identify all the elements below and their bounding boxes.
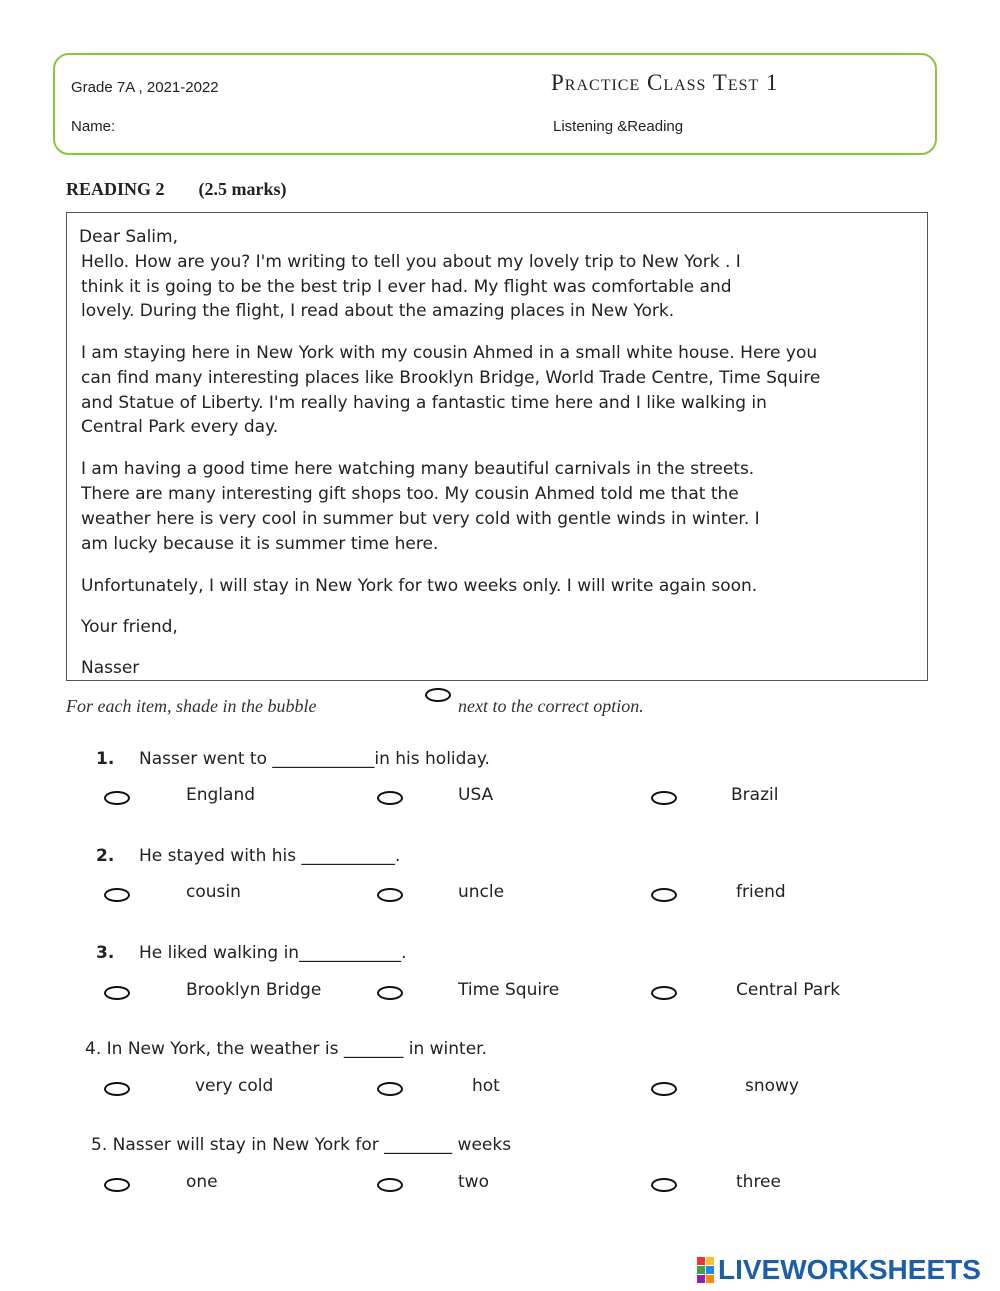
option-label: Brooklyn Bridge (186, 980, 322, 1000)
letter-line: and Statue of Liberty. I'm really having a fantastic time here and I like walking in (81, 393, 767, 413)
liveworksheets-logo-text: LIVEWORKSHEETS (718, 1254, 981, 1285)
example-bubble-icon (425, 688, 451, 702)
answer-bubble[interactable] (104, 986, 130, 1000)
test-subtitle: Listening &Reading (553, 118, 684, 135)
answer-bubble[interactable] (651, 1178, 677, 1192)
grade-label: Grade 7A , 2021-2022 (71, 79, 219, 96)
option-label: Central Park (736, 980, 841, 1000)
answer-bubble[interactable] (651, 888, 677, 902)
section-title (66, 179, 287, 200)
answer-bubble[interactable] (104, 791, 130, 805)
letter-line: am lucky because it is summer time here. (81, 534, 439, 554)
question-2 (96, 846, 400, 866)
question-number: 2. (96, 846, 115, 866)
answer-bubble[interactable] (651, 791, 677, 805)
answer-bubble[interactable] (377, 986, 403, 1000)
letter-line: There are many interesting gift shops too. My cousin Ahmed told me that the (81, 484, 739, 504)
letter-signature: Nasser (81, 658, 140, 678)
answer-bubble[interactable] (104, 1178, 130, 1192)
answer-bubble[interactable] (377, 1178, 403, 1192)
option-label: USA (458, 785, 494, 805)
letter-closing: Your friend, (81, 617, 178, 637)
header-box (53, 53, 937, 155)
option-label: Time Squire (458, 980, 560, 1000)
question-1 (96, 749, 490, 769)
letter-line: I am having a good time here watching many beautiful carnivals in the streets. (81, 459, 755, 479)
question-4: 4. In New York, the weather is _______ in winter. (85, 1039, 487, 1059)
option-label: cousin (186, 882, 241, 902)
letter-line: lovely. During the flight, I read about the amazing places in New York. (81, 301, 675, 321)
option-label: three (736, 1172, 781, 1192)
answer-bubble[interactable] (651, 1082, 677, 1096)
question-text: He stayed with his ___________. (139, 846, 401, 866)
letter-line: Central Park every day. (81, 417, 279, 437)
answer-bubble[interactable] (104, 888, 130, 902)
answer-bubble[interactable] (377, 1082, 403, 1096)
section-name: READING 2 (66, 179, 165, 199)
question-text: Nasser went to ____________in his holiday. (139, 749, 490, 769)
question-number: 3. (96, 943, 115, 963)
letter-line: Unfortunately, I will stay in New York for two weeks only. I will write again soon. (81, 576, 758, 596)
question-5: 5. Nasser will stay in New York for ________ weeks (91, 1135, 512, 1155)
answer-bubble[interactable] (377, 791, 403, 805)
letter-line: can find many interesting places like Brooklyn Bridge, World Trade Centre, Time Squire (81, 368, 821, 388)
question-text: He liked walking in____________. (139, 943, 407, 963)
answer-bubble[interactable] (104, 1082, 130, 1096)
answer-bubble[interactable] (651, 986, 677, 1000)
liveworksheets-logo[interactable] (697, 1255, 981, 1285)
liveworksheets-logo-icon (697, 1257, 714, 1283)
option-label: very cold (195, 1076, 274, 1096)
option-label: hot (472, 1076, 500, 1096)
instruction-before: For each item, shade in the bubble (66, 696, 317, 716)
letter-line: Hello. How are you? I'm writing to tell you about my lovely trip to New York . I (81, 252, 741, 272)
answer-bubble[interactable] (377, 888, 403, 902)
question-3 (96, 943, 406, 963)
letter-line: weather here is very cool in summer but very cold with gentle winds in winter. I (81, 509, 760, 529)
option-label: England (186, 785, 256, 805)
option-label: friend (736, 882, 786, 902)
name-label: Name: (71, 118, 116, 135)
option-label: snowy (745, 1076, 799, 1096)
option-label: Brazil (731, 785, 779, 805)
letter-line: think it is going to be the best trip I ever had. My flight was comfortable and (81, 277, 732, 297)
letter-greeting: Dear Salim, (79, 227, 178, 247)
instruction-after: next to the correct option. (458, 696, 644, 716)
question-number: 1. (96, 749, 115, 769)
section-marks: (2.5 marks) (198, 179, 287, 199)
option-label: uncle (458, 882, 505, 902)
option-label: two (458, 1172, 489, 1192)
letter-line: I am staying here in New York with my cousin Ahmed in a small white house. Here you (81, 343, 818, 363)
test-title: Practice Class Test 1 (551, 70, 779, 95)
option-label: one (186, 1172, 218, 1192)
